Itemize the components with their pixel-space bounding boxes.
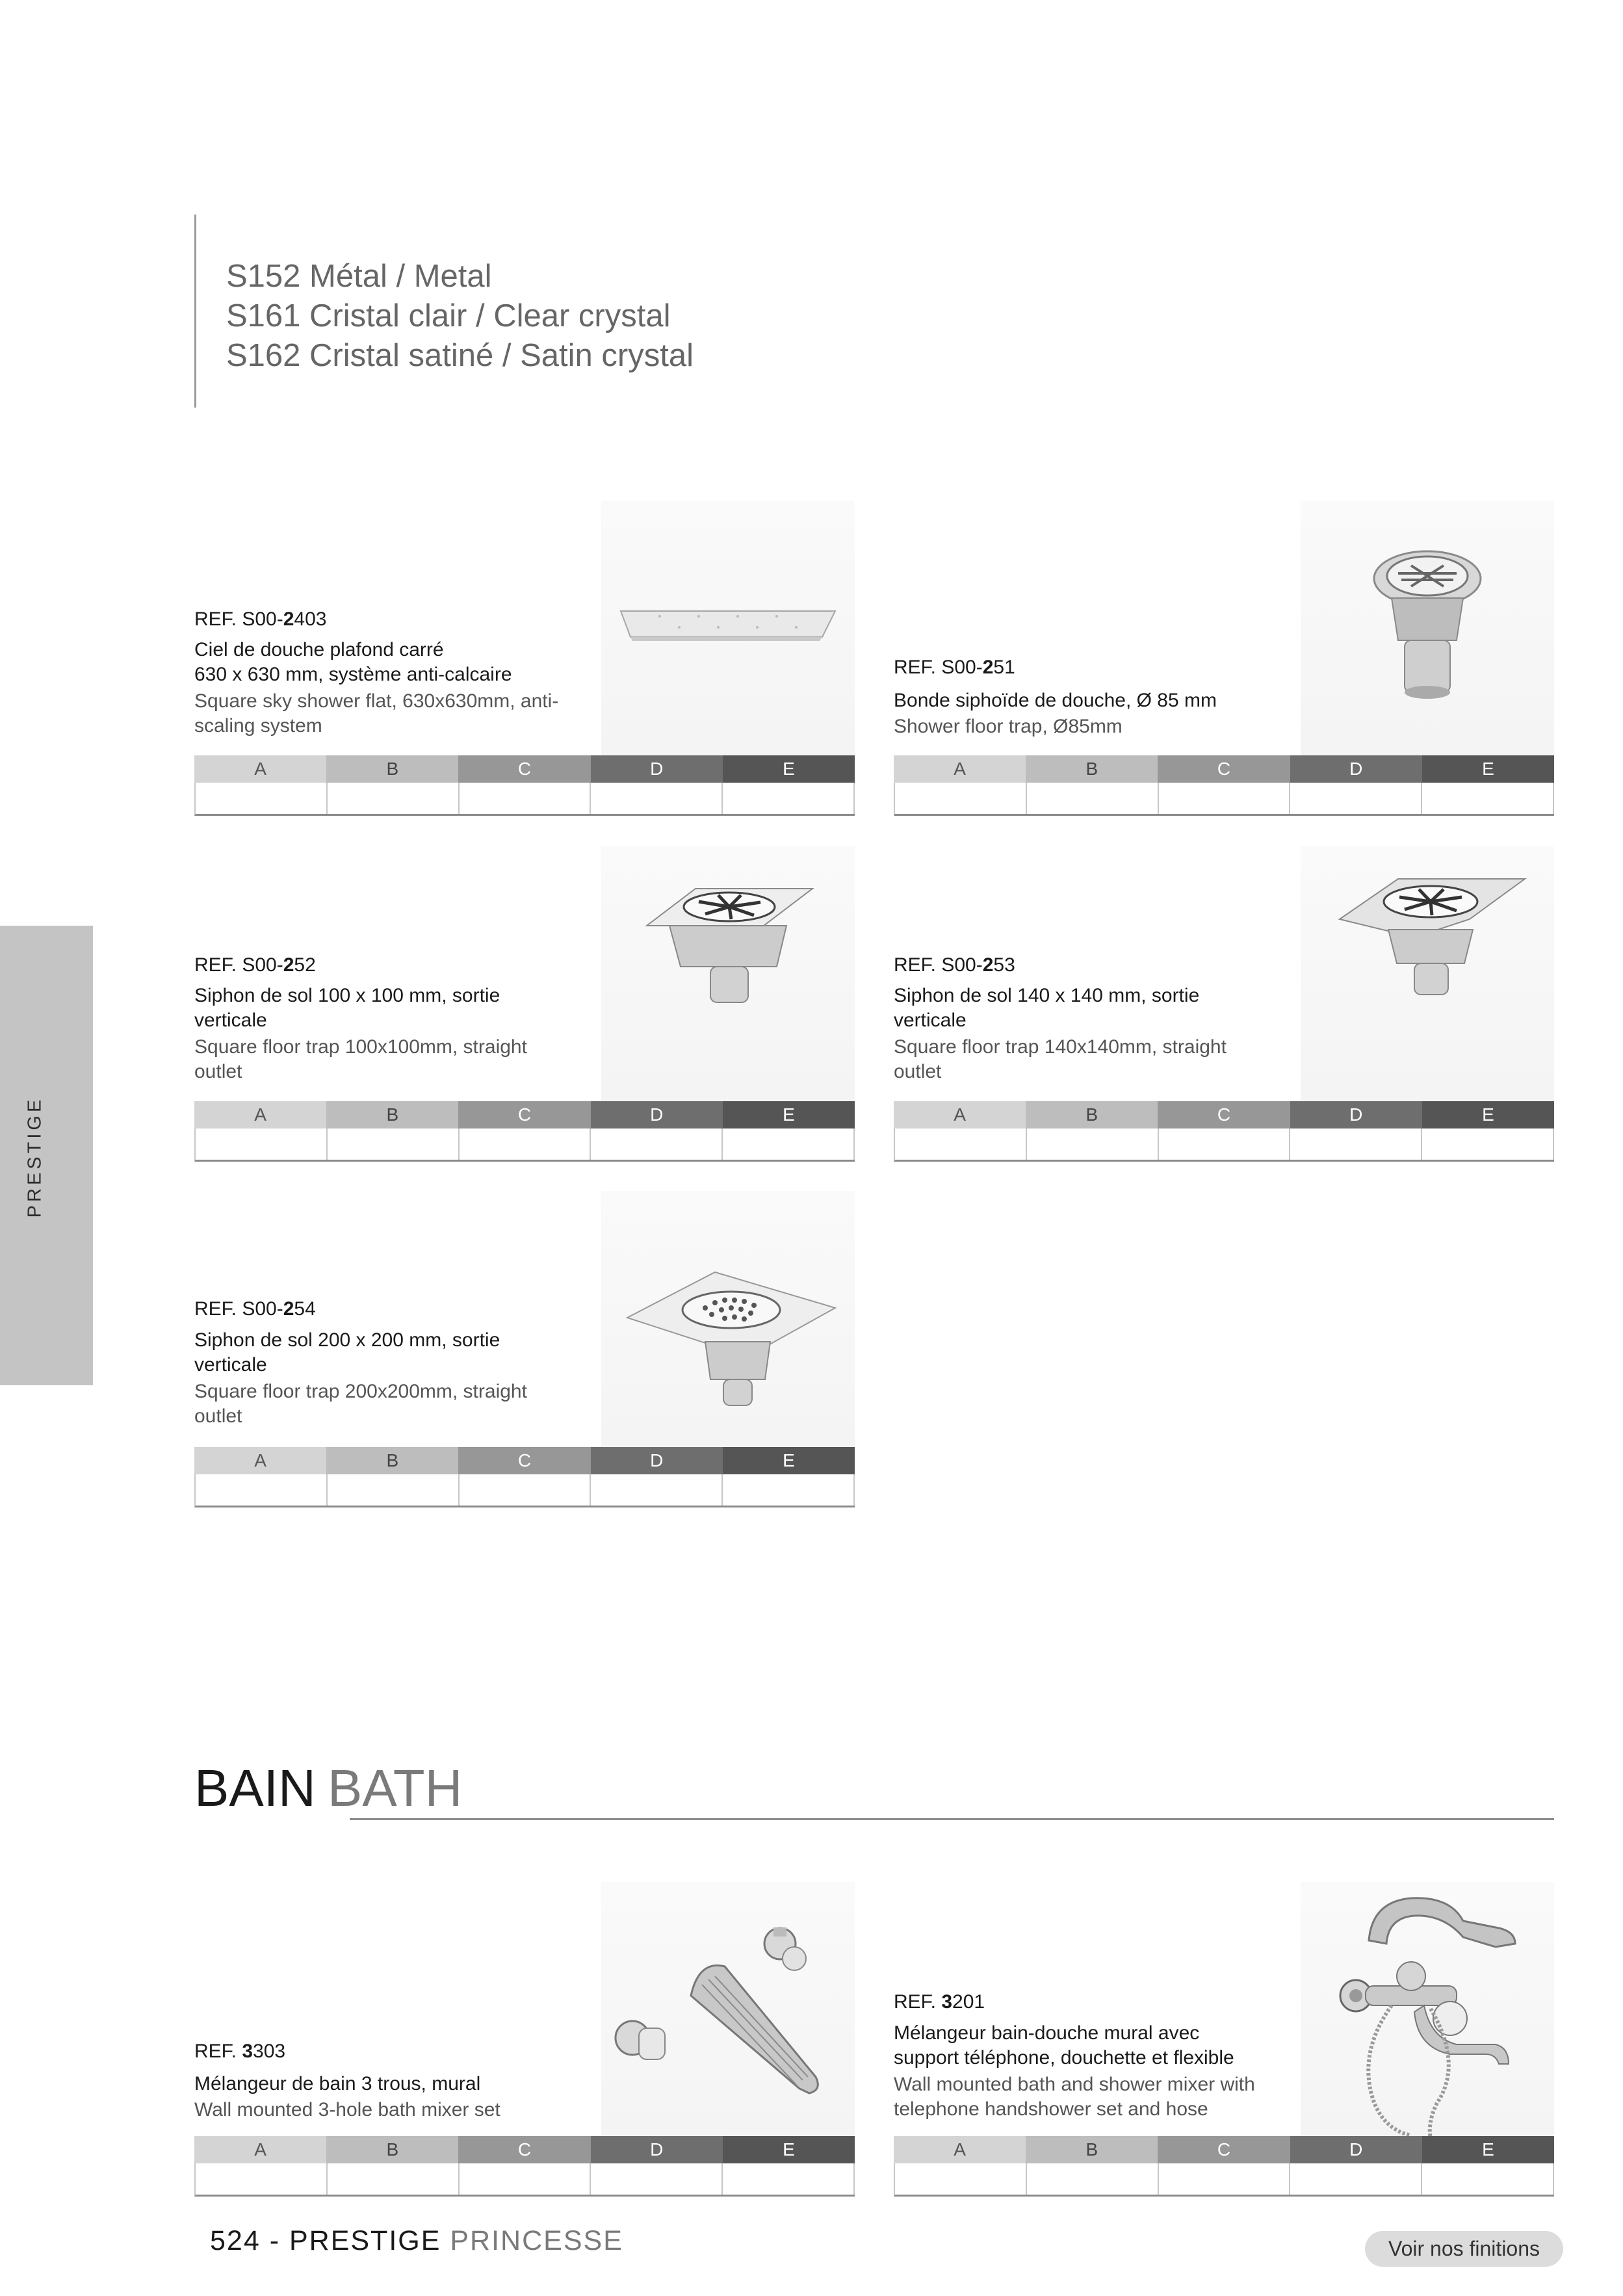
en-line-2: outlet [894, 1061, 942, 1082]
grade-e: E [723, 1101, 855, 1128]
product-description-fr [194, 984, 500, 1033]
finish-divider [194, 215, 196, 408]
grade-e: E [723, 1447, 855, 1474]
grade-d: D [1290, 1101, 1422, 1128]
side-tab-label: PRESTIGE [24, 1096, 45, 1218]
product-card-s00-2403 [194, 501, 855, 813]
en-line-2: outlet [194, 1405, 242, 1427]
section-divider [350, 1818, 1554, 1820]
fr-line-2: verticale [894, 1010, 967, 1031]
product-ref: REF. S00-252 [194, 954, 316, 976]
grade-d: D [591, 755, 723, 783]
product-description-en [194, 1035, 527, 1084]
fr-line-2: support téléphone, douchette et flexible [894, 2047, 1234, 2068]
bath-shower-mixer-icon [1301, 1882, 1554, 2142]
en-line-1: Square floor trap 100x100mm, straight [194, 1036, 527, 1058]
price-grade-table [194, 1101, 855, 1161]
product-card-s00-253 [894, 846, 1554, 1158]
section-title-en: BATH [328, 1759, 463, 1817]
grade-c: C [458, 2136, 590, 2163]
product-description-fr [194, 638, 512, 687]
product-description-fr [194, 1328, 500, 1377]
en-line-1: Square floor trap 200x200mm, straight [194, 1381, 527, 1402]
product-description-fr [894, 984, 1199, 1033]
grade-values-row [894, 2163, 1554, 2197]
product-ref: REF. S00-253 [894, 954, 1015, 976]
grade-a: A [894, 1101, 1026, 1128]
product-ref: REF. 3201 [894, 1991, 985, 2013]
grade-b: B [1026, 755, 1158, 783]
product-image-three-hole-bath-mixer [601, 1882, 855, 2142]
grade-b: B [326, 1101, 458, 1128]
product-image-bath-shower-mixer [1301, 1882, 1554, 2142]
three-hole-bath-mixer-icon [601, 1882, 855, 2142]
product-card-3201 [894, 1882, 1554, 2197]
en-line-1: Wall mounted bath and shower mixer with [894, 2074, 1255, 2095]
fr-line-2: verticale [194, 1354, 267, 1376]
product-card-3303 [194, 1882, 855, 2197]
product-ref: REF. S00-254 [194, 1298, 316, 1320]
footer-collection: PRINCESSE [450, 2225, 623, 2256]
grade-b: B [1026, 2136, 1158, 2163]
grade-d: D [591, 2136, 723, 2163]
footer-page-number: 524 - PRESTIGE [210, 2225, 441, 2256]
en-line-1: Wall mounted 3-hole bath mixer set [194, 2099, 500, 2120]
section-title-fr: BAIN [194, 1759, 316, 1817]
grade-e: E [1422, 1101, 1554, 1128]
grade-c: C [1158, 755, 1290, 783]
shower-floor-trap-icon [1301, 501, 1554, 755]
grade-b: B [1026, 1101, 1158, 1128]
grade-values-row [894, 783, 1554, 816]
square-floor-trap-200-icon [601, 1191, 855, 1447]
en-line-1: Shower floor trap, Ø85mm [894, 716, 1123, 737]
grade-b: B [326, 1447, 458, 1474]
en-line-2: telephone handshower set and hose [894, 2098, 1208, 2120]
grade-a: A [894, 2136, 1026, 2163]
price-grade-table [194, 2136, 855, 2196]
fr-line-1: Siphon de sol 100 x 100 mm, sortie [194, 985, 500, 1006]
grade-d: D [591, 1447, 723, 1474]
en-line-1: Square sky shower flat, 630x630mm, anti- [194, 690, 559, 712]
en-line-1: Square floor trap 140x140mm, straight [894, 1036, 1227, 1058]
en-line-2: scaling system [194, 715, 322, 737]
fr-line-1: Mélangeur de bain 3 trous, mural [194, 2073, 481, 2094]
finish-line-clear-crystal: S161 Cristal clair / Clear crystal [226, 298, 671, 333]
product-ref: REF. S00-2403 [194, 608, 327, 630]
fr-line-2: 630 x 630 mm, système anti-calcaire [194, 664, 512, 685]
page-footer [210, 2225, 623, 2257]
grade-a: A [194, 755, 326, 783]
grade-c: C [458, 1447, 590, 1474]
grade-values-row [194, 1128, 855, 1162]
grade-values-row [194, 1474, 855, 1507]
grade-c: C [458, 1101, 590, 1128]
product-description-fr [894, 688, 1217, 713]
price-grade-table [894, 1101, 1554, 1161]
fr-line-1: Ciel de douche plafond carré [194, 639, 444, 660]
product-description-en [894, 2072, 1255, 2122]
fr-line-1: Siphon de sol 200 x 200 mm, sortie [194, 1329, 500, 1351]
grade-c: C [1158, 1101, 1290, 1128]
grade-values-row [894, 1128, 1554, 1162]
product-card-s00-252 [194, 846, 855, 1158]
product-image-square-floor-trap-140 [1301, 846, 1554, 1101]
price-grade-table [894, 2136, 1554, 2196]
square-floor-trap-100-icon [601, 846, 855, 1101]
square-floor-trap-140-icon [1301, 846, 1554, 1101]
product-image-square-sky-shower [601, 501, 855, 755]
grade-values-row [194, 783, 855, 816]
grade-a: A [894, 755, 1026, 783]
product-description-en [894, 714, 1123, 739]
grade-e: E [723, 755, 855, 783]
grade-a: A [194, 2136, 326, 2163]
price-grade-table [194, 755, 855, 815]
side-tab [0, 926, 93, 1385]
grade-c: C [458, 755, 590, 783]
grade-b: B [326, 2136, 458, 2163]
grade-a: A [194, 1101, 326, 1128]
product-description-en [894, 1035, 1227, 1084]
fr-line-1: Siphon de sol 140 x 140 mm, sortie [894, 985, 1200, 1006]
product-description-en [194, 1379, 527, 1429]
finish-line-satin-crystal: S162 Cristal satiné / Satin crystal [226, 338, 694, 373]
grade-e: E [1422, 755, 1554, 783]
finish-line-metal: S152 Métal / Metal [226, 259, 492, 294]
grade-d: D [1290, 2136, 1422, 2163]
grade-b: B [326, 755, 458, 783]
price-grade-table [194, 1447, 855, 1507]
product-image-square-floor-trap-200 [601, 1191, 855, 1447]
fr-line-2: verticale [194, 1010, 267, 1031]
price-grade-table [894, 755, 1554, 815]
product-description-fr [894, 2021, 1234, 2070]
product-image-shower-floor-trap [1301, 501, 1554, 755]
product-ref: REF. 3303 [194, 2041, 286, 2062]
square-sky-shower-icon [601, 501, 855, 755]
en-line-2: outlet [194, 1061, 242, 1082]
product-description-fr [194, 2072, 480, 2096]
grade-d: D [591, 1101, 723, 1128]
product-image-square-floor-trap-100 [601, 846, 855, 1101]
product-card-s00-251 [894, 501, 1554, 813]
product-description-en [194, 2098, 500, 2122]
fr-line-1: Bonde siphoïde de douche, Ø 85 mm [894, 690, 1217, 711]
fr-line-1: Mélangeur bain-douche mural avec [894, 2022, 1200, 2044]
grade-e: E [1422, 2136, 1554, 2163]
product-description-en [194, 689, 558, 738]
grade-a: A [194, 1447, 326, 1474]
grade-values-row [194, 2163, 855, 2197]
grade-d: D [1290, 755, 1422, 783]
view-finishes-button[interactable]: Voir nos finitions [1365, 2231, 1563, 2267]
grade-c: C [1158, 2136, 1290, 2163]
product-card-s00-254 [194, 1191, 855, 1503]
product-ref: REF. S00-251 [894, 657, 1015, 678]
grade-e: E [723, 2136, 855, 2163]
